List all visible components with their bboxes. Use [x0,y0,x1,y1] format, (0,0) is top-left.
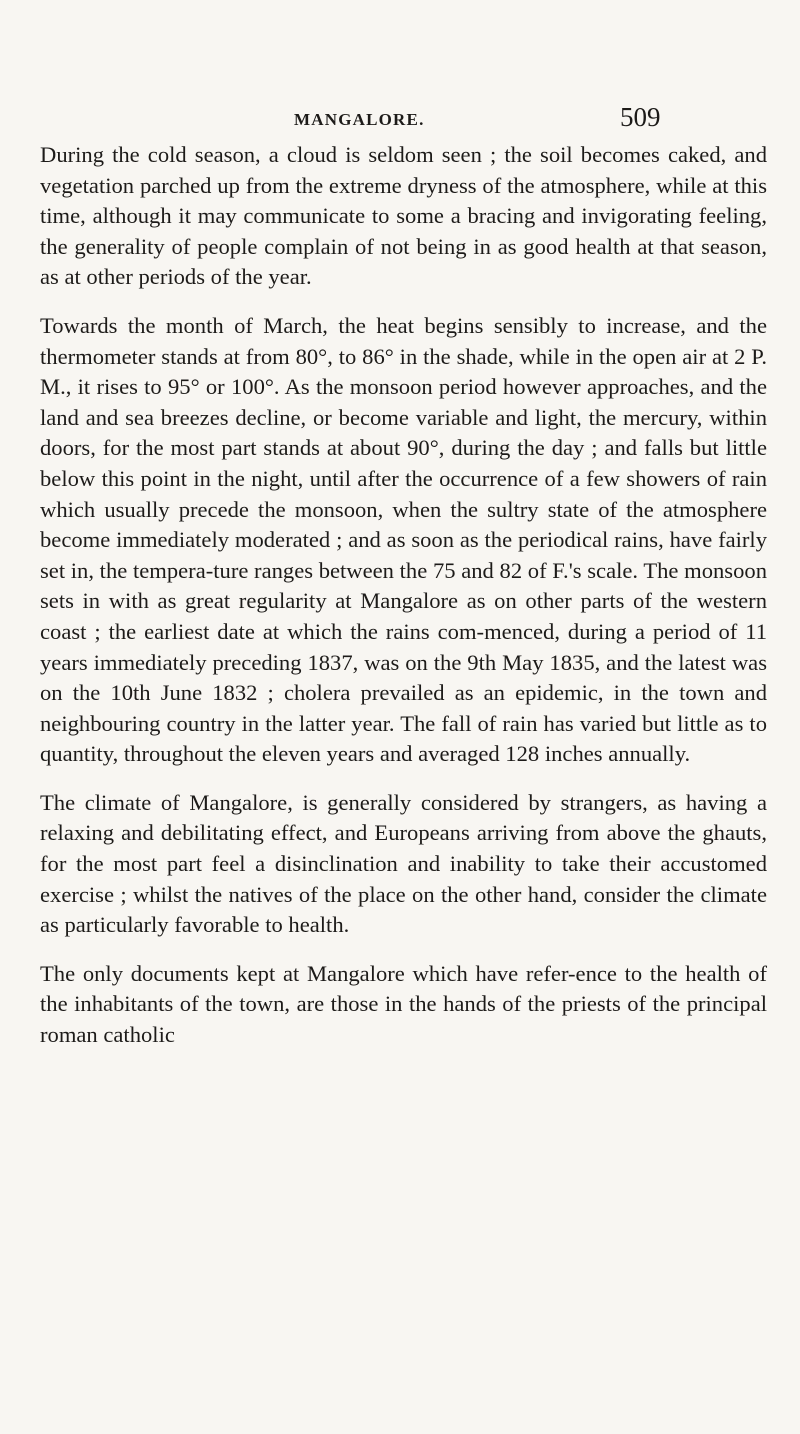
paragraph-documents: The only documents kept at Mangalore which have refer-ence to the health of the inhabitants of the town, are those in the hands of the priests of the principal roman catholic [40,960,767,1048]
page-number: 509 [620,102,661,132]
paragraph-cold-season: During the cold season, a cloud is seldom seen ; the soil becomes caked, and vegetation parched up from the extreme dryness of the atmosphere, while at this time, although it may communicate to some a bracing and invigorating feeling, the generality of people complain of not being in as good health at that season, as at other periods of the year. [40,142,767,290]
body-text [40,140,767,1051]
paragraph-march-heat: Towards the month of March, the heat begins sensibly to increase, and the thermometer stands at from 80°, to 86° in the shade, while in the open air at 2 P. M., it rises to 95° or 100°. As the monsoon period however approaches, and the land and sea breezes decline, or become variable and light, the mercury, within doors, for the most part stands at about 90°, during the day ; and falls but little below this point in the night, until after the occurrence of a few showers of rain which usually precede the monsoon, when the sultry state of the atmosphere become immediately moderated ; and as soon as the periodical rains, have fairly set in, the tempera-ture ranges between the 75 and 82 of F.'s scale. The monsoon sets in with as great regularity at Mangalore as on other parts of the western coast ; the earliest date at which the rains com-menced, during a period of 11 years immediately preceding 1837, was on the 9th May 1835, and the latest was on the 10th June 1832 ; cholera prevailed as an epidemic, in the town and neighbouring country in the latter year. The fall of rain has varied but little as to quantity, throughout the eleven years and averaged 128 inches annually. [40,312,767,767]
running-title: MANGALORE. [294,110,425,129]
running-head [0,100,800,140]
paragraph-climate: The climate of Mangalore, is generally considered by strangers, as having a relaxing and debilitating effect, and Europeans arriving from above the ghauts, for the most part feel a disinclination and inability to take their accustomed exercise ; whilst the natives of the place on the other hand, consider the climate as particularly favorable to health. [40,789,767,938]
